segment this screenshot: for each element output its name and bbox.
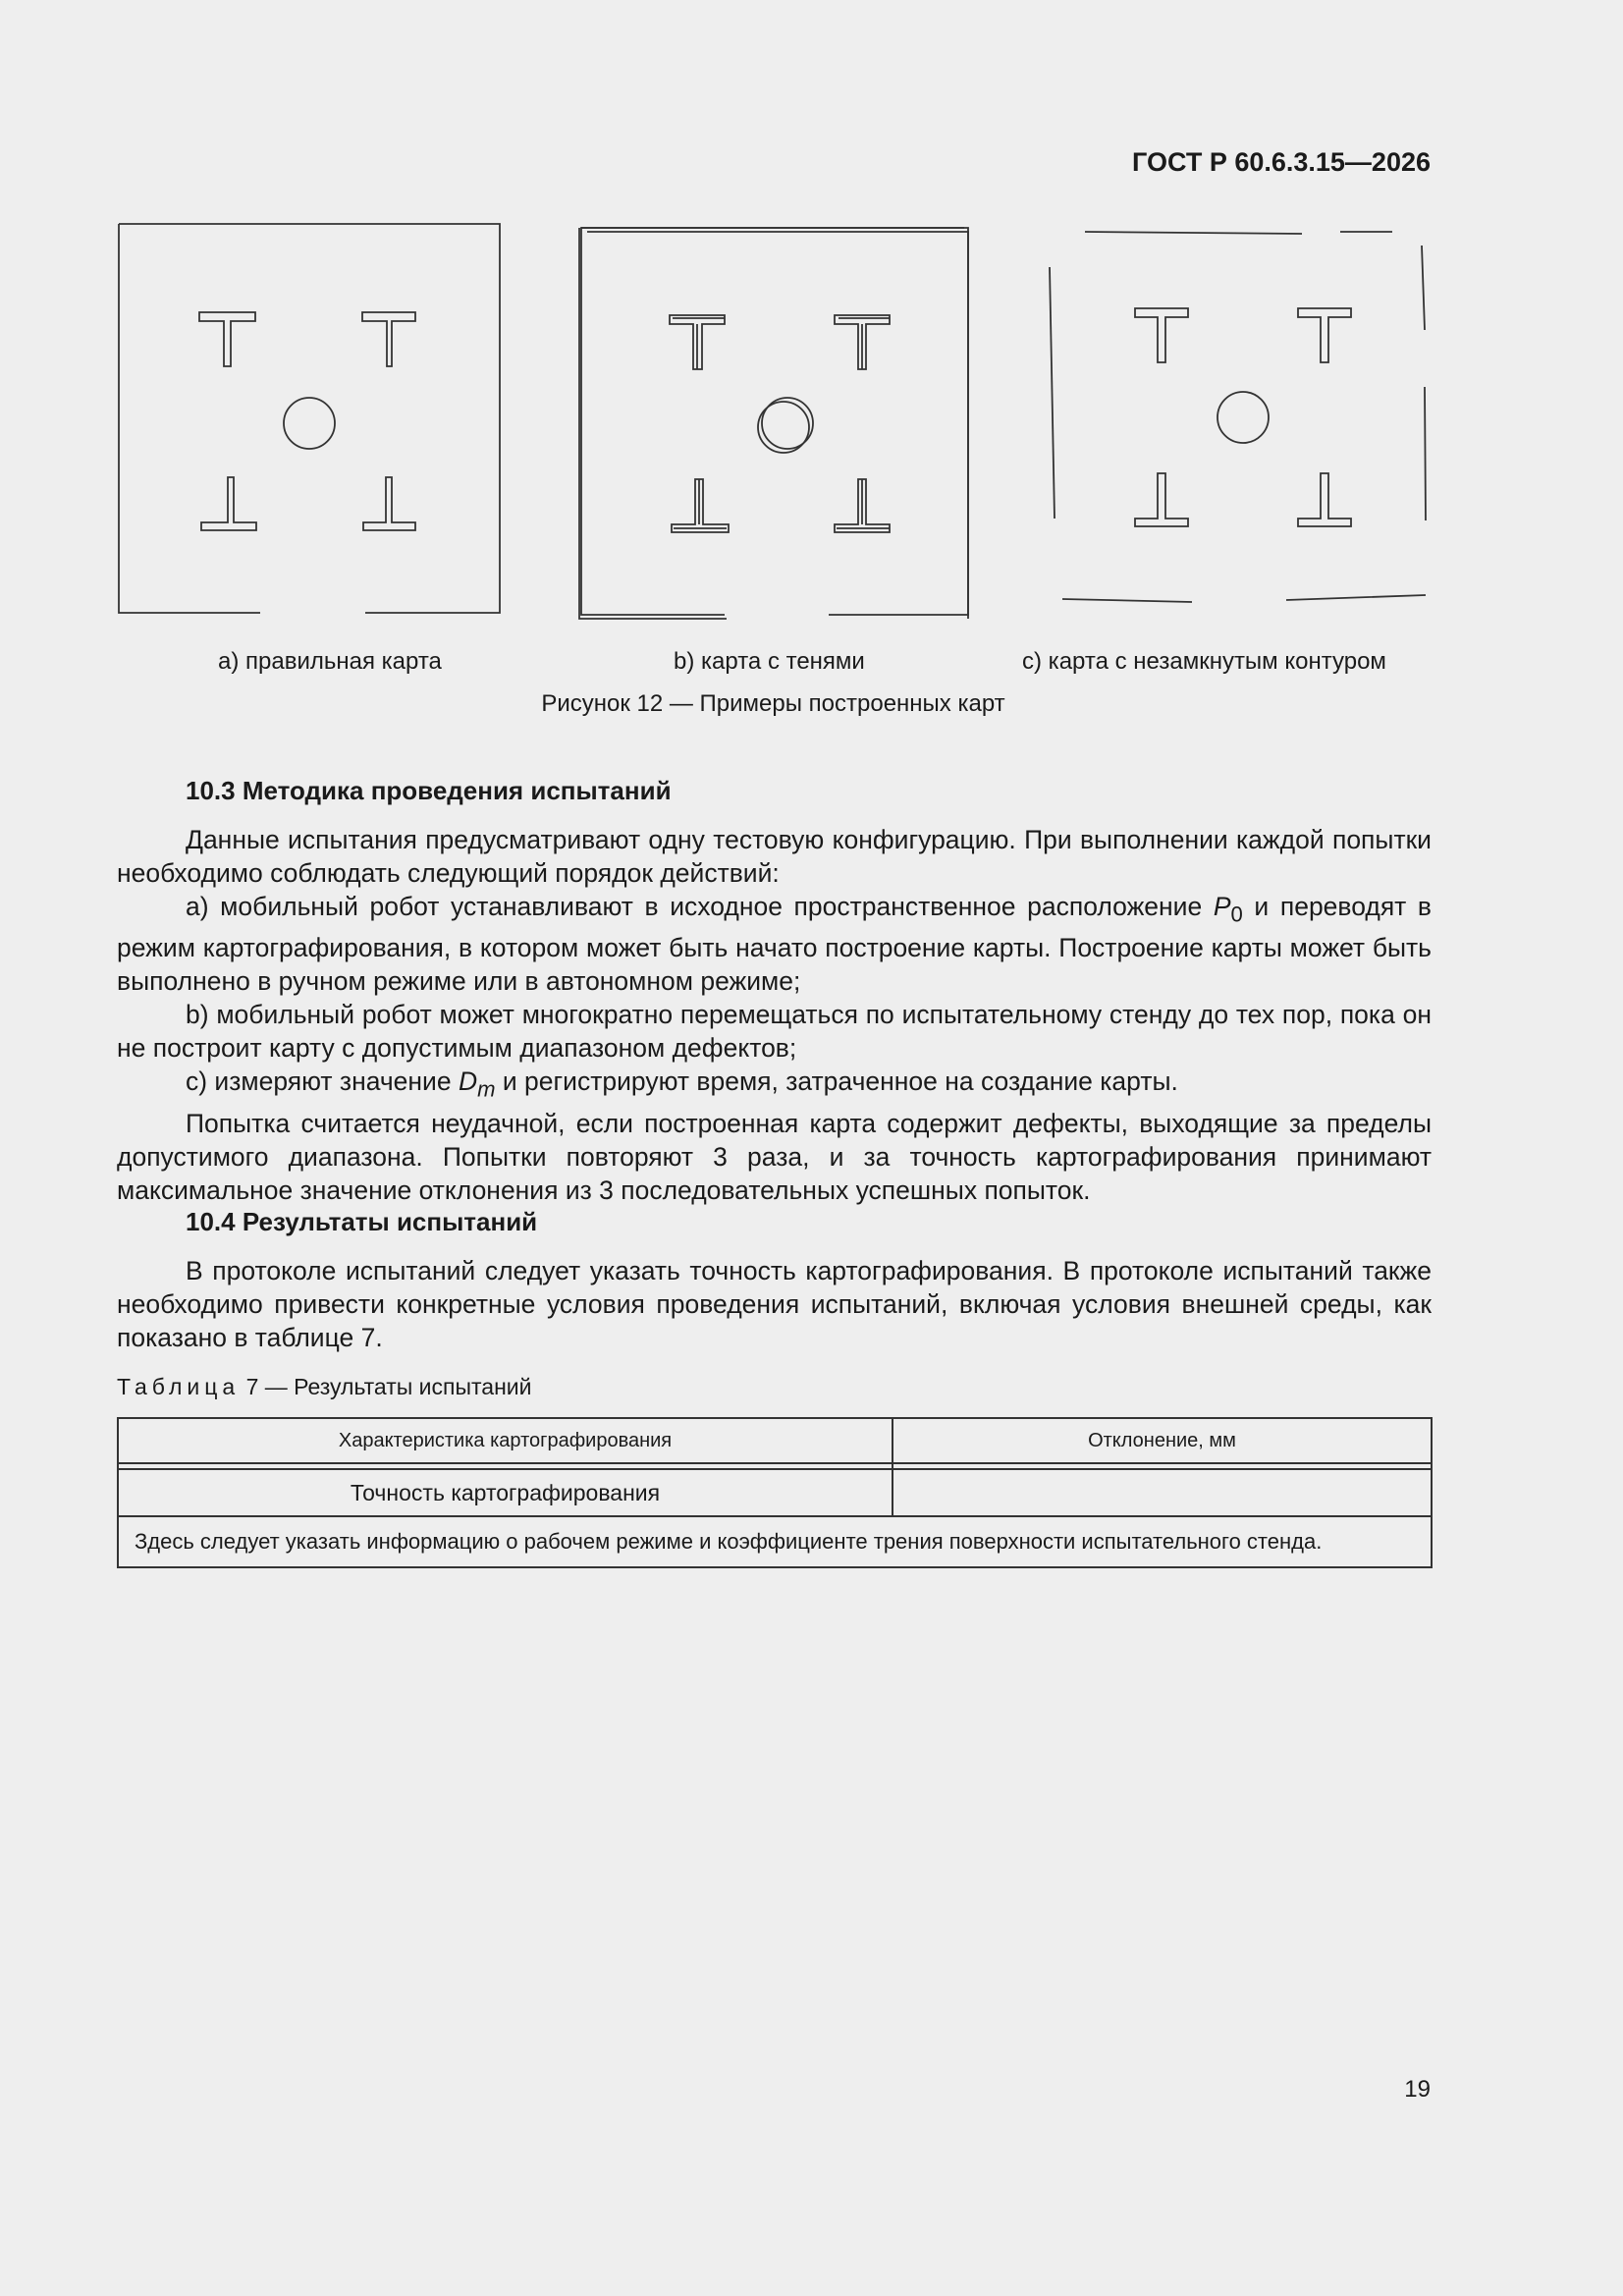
table-row bbox=[118, 1469, 1432, 1516]
table-note-row bbox=[118, 1516, 1432, 1567]
figure-c-caption: с) карта с незамкнутым контуром bbox=[1022, 648, 1386, 675]
figure-title: Рисунок 12 — Примеры построенных карт bbox=[541, 690, 1005, 717]
figure-a-caption: а) правильная карта bbox=[218, 648, 442, 675]
variable-p: P bbox=[1213, 892, 1231, 921]
section-10-3-intro: Данные испытания предусматривают одну тестовую конфигурацию. При выполнении каждой попытки необходимо соблюдать следующий порядок действий: bbox=[117, 825, 1432, 888]
section-10-4-heading: 10.4 Результаты испытаний bbox=[186, 1207, 538, 1236]
section-10-4-text: В протоколе испытаний следует указать точность картографирования. В протоколе испытаний также необходимо привести конкретные условия проведения испытаний, включая условия внешней среды, как показано в таблице 7. bbox=[117, 1256, 1432, 1352]
item-b: b) мобильный робот может многократно перемещаться по испытательному стенду до тех пор, пока он не построит карту с допустимым диапазоном дефектов; bbox=[117, 1000, 1432, 1064]
table-header-row bbox=[118, 1418, 1432, 1463]
table-cell-characteristic: Точность картографирования bbox=[118, 1469, 893, 1516]
figure-a-correct-map bbox=[117, 222, 506, 619]
table-note: Здесь следует указать информацию о рабочем режиме и коэффициенте трения поверхности испытательного стенда. bbox=[118, 1516, 1432, 1567]
table-header-deviation: Отклонение, мм bbox=[893, 1418, 1432, 1463]
section-10-4-body bbox=[117, 1254, 1432, 1354]
section-10-3-heading: 10.3 Методика проведения испытаний bbox=[186, 776, 672, 805]
table-header-characteristic: Характеристика картографирования bbox=[118, 1418, 893, 1463]
figure-c-open-contour-map bbox=[1041, 222, 1434, 619]
page-number: 19 bbox=[1404, 2076, 1431, 2103]
section-10-3-body bbox=[117, 823, 1432, 1207]
table-caption: Таблица 7 — Результаты испытаний bbox=[117, 1374, 532, 1399]
failure-note: Попытка считается неудачной, если построенная карта содержит дефекты, выходящие за пределы допустимого диапазона. Попытки повторяют 3 раза, и за точность картографирования принимают максимальное значение отклонения из 3 последовательных успешных попыток. bbox=[117, 1108, 1432, 1205]
item-c: с) измеряют значение $D_m$ и регистрируют время, затраченное на создание карты. bbox=[186, 1066, 1178, 1102]
figure-b-shadowed-map bbox=[575, 222, 972, 625]
item-a: а) мобильный робот устанавливают в исходное пространственное расположение $P_0$ и переводят в режим картографирования, в котором может быть начато построение карты. Построение карты может быть выполнено в ручном режиме или в автономном режиме; bbox=[117, 892, 1432, 997]
table-cell-deviation bbox=[893, 1469, 1432, 1516]
results-table bbox=[117, 1417, 1433, 1568]
figure-b-caption: b) карта с тенями bbox=[674, 648, 865, 675]
standard-code: ГОСТ Р 60.6.3.15—2026 bbox=[1132, 147, 1431, 177]
variable-d: D bbox=[458, 1066, 478, 1097]
